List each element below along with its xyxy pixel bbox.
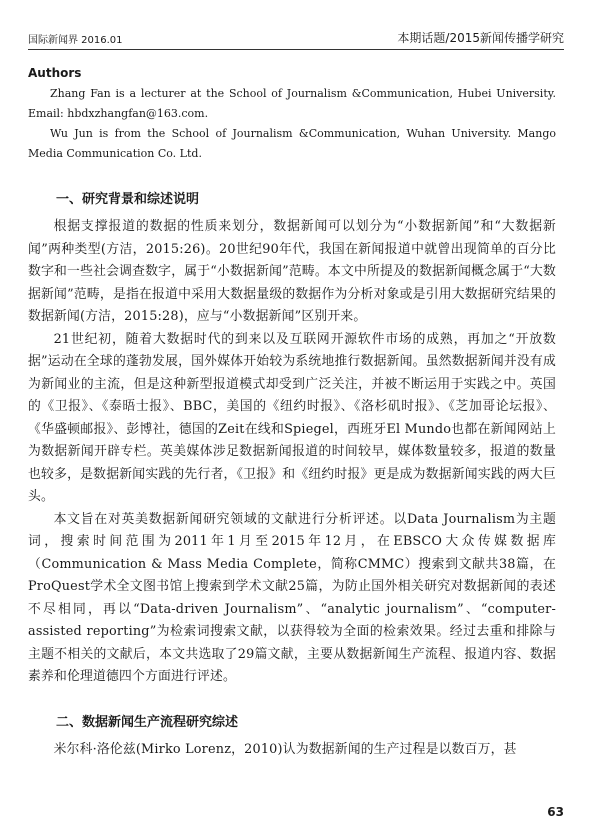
author-bio-wu: Wu Jun is from the School of Journalism &Communication, Wuhan University. Mango Media Communication Co. Ltd. [28,127,556,160]
authors-heading: Authors [28,66,82,80]
section-heading-2: 二、数据新闻生产流程研究综述 [56,714,239,730]
paragraph: 21世纪初，随着大数据时代的到来以及互联网开源软件市场的成熟，再加之“开放数据”运动在全球的蓬勃发展，国外媒体开始较为系统地推行数据新闻。虽然数据新闻并没有成为新闻业的主流，但是这种新型报道模式却受到广泛关注，并被不断运用于实践之中。英国的《卫报》、《泰晤士报》、BBC，美国的《纽约时报》、《洛杉矶时报》、《芝加哥论坛报》、《华盛顿邮报》、彭博社，德国的Zeit在线和Spiegel，西班牙El Mundo也都在新闻网站上为数据新闻开辟专栏。英美媒体涉足数据新闻报道的时间较早，媒体数量较多，报道的数量也较多，是数据新闻实践的先行者，《卫报》和《纽约时报》更是成为数据新闻实践的两大巨头。 [28,331,556,504]
section-topic: 本期话题/2015新闻传播学研究 [397,31,564,45]
page-number: 63 [547,805,564,819]
author-bio-zhang: Zhang Fan is a lecturer at the School of Journalism &Communication, Hubei University. Email: hbdxzhangfan@163.com. [28,87,556,120]
paragraph: 根据支撑报道的数据的性质来划分，数据新闻可以划分为“小数据新闻”和“大数据新闻”两种类型(方洁，2015:26)。20世纪90年代，我国在新闻报道中就曾出现简单的百分比数字和一些社会调查数字，属于“小数据新闻”范畴。本文中所提及的数据新闻概念属于“大数据新闻”范畴，是指在报道中采用大数据量级的数据作为分析对象或是引用大数据研究结果的数据新闻(方洁，2015:28)，应与“小数据新闻”区别开来。 [28,219,556,324]
article-body [28,66,556,761]
paragraph: 米尔科·洛伦兹(Mirko Lorenz，2010)认为数据新闻的生产过程是以数百万，甚 [53,741,517,757]
paragraph: 本文旨在对英美数据新闻研究领域的文献进行分析评述。以Data Journalism为主题词，搜索时间范围为2011年1月至2015年12月，在EBSCO大众传媒数据库（Communication & Mass Media Complete，简称CMMC）搜索到文献共38篇，在ProQuest学术全文图书馆上搜索到学术文献25篇，为防止国外相关研究对数据新闻的表述不尽相同，再以“Data-driven Journalism”、“analytic journalism”、“computer-assisted reporting”为检索词搜索文献，以获得较为全面的检索效果。经过去重和排除与主题不相关的文献后，本文共选取了29篇文献，主要从数据新闻生产流程、报道内容、数据素养和伦理道德四个方面进行评述。 [28,511,556,684]
running-header [28,24,564,50]
journal-issue: 国际新闻界 2016.01 [28,35,123,46]
section-heading-1: 一、研究背景和综述说明 [56,192,200,207]
